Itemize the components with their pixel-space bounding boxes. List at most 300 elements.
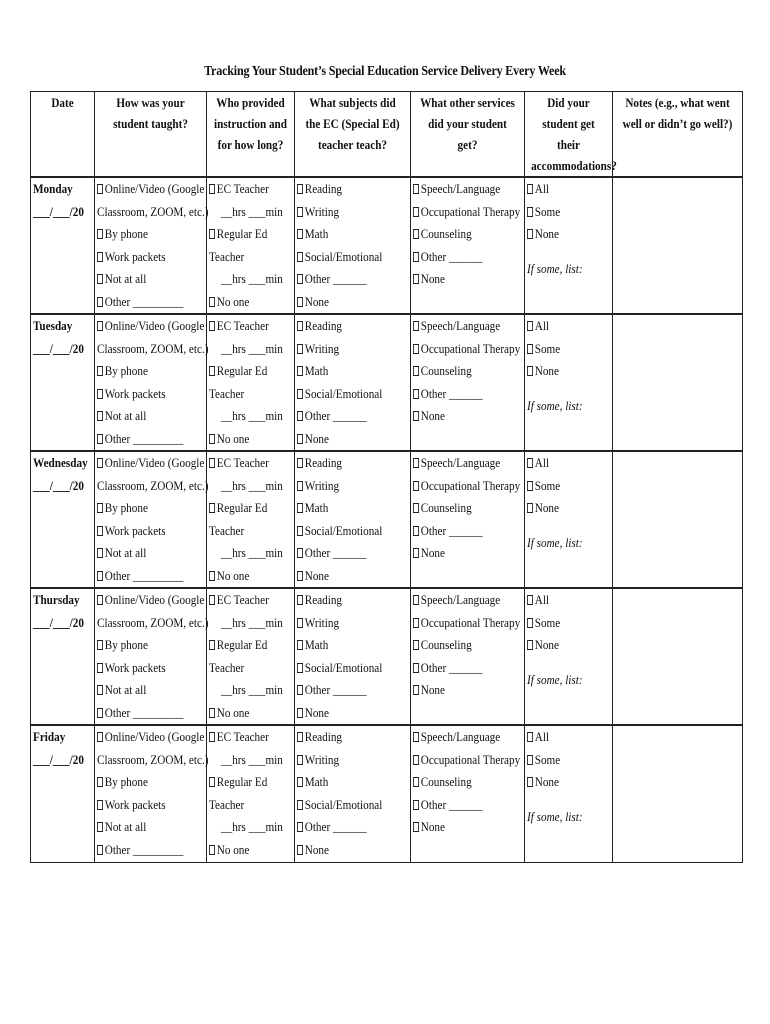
checkbox-icon[interactable] [413, 822, 419, 832]
checkbox-icon[interactable] [527, 503, 533, 513]
service-option[interactable] [413, 771, 508, 794]
provider-option[interactable] [209, 634, 282, 657]
subject-option-label: Other ______ [304, 271, 367, 286]
taught-option[interactable] [97, 589, 205, 612]
provider-option-label: Regular Ed [216, 500, 268, 515]
notes-cell[interactable] [613, 314, 743, 451]
checkbox-icon[interactable] [97, 595, 103, 605]
subject-option-label: Writing [304, 751, 340, 767]
service-option[interactable] [413, 542, 508, 565]
subject-option[interactable] [297, 223, 394, 246]
subject-option[interactable] [297, 794, 394, 817]
checkbox-icon[interactable] [97, 526, 103, 536]
provider-option-label: EC Teacher [216, 181, 269, 196]
date-cell [31, 588, 95, 725]
service-option[interactable] [413, 223, 508, 246]
accommodation-option[interactable] [527, 771, 600, 794]
checkbox-icon[interactable] [297, 184, 303, 194]
subject-option-label: Social/Emotional [304, 796, 383, 812]
service-option[interactable] [413, 679, 508, 702]
checkbox-icon[interactable] [527, 755, 533, 765]
checkbox-icon[interactable] [297, 640, 303, 650]
taught-option-label: Other _________ [104, 293, 184, 309]
checkbox-icon[interactable] [97, 321, 103, 331]
subject-option[interactable] [297, 520, 394, 543]
checkbox-icon[interactable] [209, 845, 215, 855]
service-option-label: Speech/Language [420, 592, 501, 607]
provider-option [209, 201, 282, 224]
date-cell [31, 314, 95, 451]
taught-option [97, 338, 209, 361]
taught-option[interactable] [97, 223, 191, 246]
service-option[interactable] [413, 816, 508, 839]
checkbox-icon[interactable] [297, 252, 303, 262]
subject-option[interactable] [297, 702, 394, 725]
provider-option [209, 657, 282, 680]
accommodation-option[interactable] [527, 178, 600, 201]
checkbox-icon[interactable] [297, 344, 303, 354]
taught-option[interactable] [97, 794, 191, 817]
checkbox-icon[interactable] [209, 595, 215, 605]
accommodations-cell [525, 588, 613, 725]
service-option-label: Occupational Therapy [420, 614, 521, 630]
provider-option-label: __hrs ___min [221, 477, 283, 493]
taught-option-label: Not at all [104, 271, 147, 286]
taught-cell [95, 314, 207, 451]
service-option[interactable] [413, 726, 508, 749]
service-option[interactable] [413, 475, 521, 498]
taught-option[interactable] [97, 816, 191, 839]
accommodation-option[interactable] [527, 589, 600, 612]
subject-option-label: Social/Emotional [304, 248, 383, 264]
provider-option-label: EC Teacher [216, 318, 269, 333]
accommodation-option[interactable] [527, 726, 600, 749]
subject-option[interactable] [297, 178, 394, 201]
service-option[interactable] [413, 749, 521, 772]
checkbox-icon[interactable] [413, 800, 419, 810]
date-blank[interactable]: ___/___/20 [33, 477, 84, 493]
subject-option-label: Other ______ [304, 682, 367, 697]
provider-cell [207, 177, 295, 314]
date-blank[interactable]: ___/___/20 [33, 614, 84, 630]
services-cell [411, 314, 525, 451]
accommodation-option[interactable] [527, 315, 600, 338]
checkbox-icon[interactable] [297, 434, 303, 444]
accommodation-option-label: Some [534, 614, 561, 630]
service-option[interactable] [413, 246, 508, 269]
accommodation-option[interactable] [527, 201, 600, 224]
checkbox-icon[interactable] [297, 548, 303, 558]
subject-option[interactable] [297, 726, 394, 749]
checkbox-icon[interactable] [527, 732, 533, 742]
checkbox-icon[interactable] [297, 845, 303, 855]
services-cell [411, 725, 525, 862]
checkbox-icon[interactable] [527, 618, 533, 628]
service-option-label: Counseling [420, 637, 472, 652]
checkbox-icon[interactable] [97, 434, 103, 444]
checkbox-icon[interactable] [97, 297, 103, 307]
checkbox-icon[interactable] [527, 458, 533, 468]
provider-option[interactable] [209, 839, 282, 862]
taught-option[interactable] [97, 657, 191, 680]
provider-option [209, 383, 282, 406]
checkbox-icon[interactable] [297, 389, 303, 399]
checkbox-icon[interactable] [527, 640, 533, 650]
subject-option[interactable] [297, 475, 394, 498]
checkbox-icon[interactable] [413, 618, 419, 628]
checkbox-icon[interactable] [209, 732, 215, 742]
provider-option[interactable] [209, 726, 282, 749]
taught-option[interactable] [97, 634, 191, 657]
subject-option[interactable] [297, 201, 394, 224]
accommodations-cell [525, 177, 613, 314]
provider-cell [207, 588, 295, 725]
accommodation-option[interactable] [527, 634, 600, 657]
taught-option[interactable] [97, 497, 191, 520]
checkbox-icon[interactable] [97, 708, 103, 718]
provider-option[interactable] [209, 360, 282, 383]
checkbox-icon[interactable] [527, 344, 533, 354]
checkbox-icon[interactable] [527, 321, 533, 331]
checkbox-icon[interactable] [97, 845, 103, 855]
checkbox-icon[interactable] [297, 822, 303, 832]
checkbox-icon[interactable] [297, 732, 303, 742]
service-option[interactable] [413, 452, 508, 475]
subject-option[interactable] [297, 612, 394, 635]
subject-option[interactable] [297, 405, 394, 428]
subject-option[interactable] [297, 497, 394, 520]
service-option[interactable] [413, 657, 508, 680]
subject-option[interactable] [297, 291, 394, 314]
provider-option-label: Teacher [209, 522, 245, 538]
checkbox-icon[interactable] [97, 640, 103, 650]
taught-option-label: Not at all [104, 819, 147, 834]
checkbox-icon[interactable] [209, 777, 215, 787]
provider-option-label: __hrs ___min [221, 340, 283, 356]
taught-option[interactable] [97, 383, 191, 406]
checkbox-icon[interactable] [527, 229, 533, 239]
service-option[interactable] [413, 794, 508, 817]
checkbox-icon[interactable] [413, 640, 419, 650]
checkbox-icon[interactable] [297, 685, 303, 695]
service-option-label: Speech/Language [420, 181, 501, 196]
taught-option-label: Classroom, ZOOM, etc.) [97, 751, 209, 767]
day-name: Friday [33, 729, 66, 744]
accommodation-option-label: None [534, 774, 559, 789]
checkbox-icon[interactable] [527, 207, 533, 217]
provider-option [209, 749, 282, 772]
service-option[interactable] [413, 338, 521, 361]
checkbox-icon[interactable] [413, 207, 419, 217]
checkbox-icon[interactable] [97, 777, 103, 787]
subject-option-label: Math [304, 774, 329, 789]
service-option-label: None [420, 271, 445, 286]
accommodation-option[interactable] [527, 452, 600, 475]
checkbox-icon[interactable] [297, 526, 303, 536]
checkbox-icon[interactable] [413, 184, 419, 194]
checkbox-icon[interactable] [209, 458, 215, 468]
subject-option[interactable] [297, 657, 394, 680]
taught-option[interactable] [97, 246, 191, 269]
header-services: What other services did your student get? [411, 92, 525, 178]
subject-option[interactable] [297, 428, 394, 451]
checkbox-icon[interactable] [97, 184, 103, 194]
provider-option[interactable] [209, 178, 282, 201]
notes-cell[interactable] [613, 725, 743, 862]
checkbox-icon[interactable] [413, 685, 419, 695]
provider-option[interactable] [209, 291, 282, 314]
subject-option[interactable] [297, 452, 394, 475]
taught-option[interactable] [97, 839, 191, 862]
checkbox-icon[interactable] [97, 503, 103, 513]
service-option[interactable] [413, 520, 508, 543]
header-taught: How was your student taught? [95, 92, 207, 178]
checkbox-icon[interactable] [297, 755, 303, 765]
checkbox-icon[interactable] [209, 503, 215, 513]
taught-option[interactable] [97, 702, 191, 725]
subject-option[interactable] [297, 679, 394, 702]
subject-option[interactable] [297, 565, 394, 588]
subject-option[interactable] [297, 542, 394, 565]
subject-option-label: Math [304, 226, 329, 241]
checkbox-icon[interactable] [97, 800, 103, 810]
checkbox-icon[interactable] [527, 184, 533, 194]
service-option[interactable] [413, 589, 508, 612]
checkbox-icon[interactable] [297, 503, 303, 513]
checkbox-icon[interactable] [97, 458, 103, 468]
checkbox-icon[interactable] [209, 366, 215, 376]
provider-option[interactable] [209, 565, 282, 588]
checkbox-icon[interactable] [413, 481, 419, 491]
checkbox-icon[interactable] [297, 571, 303, 581]
checkbox-icon[interactable] [413, 548, 419, 558]
checkbox-icon[interactable] [209, 184, 215, 194]
checkbox-icon[interactable] [209, 434, 215, 444]
taught-option[interactable] [97, 726, 205, 749]
service-option[interactable] [413, 201, 521, 224]
subject-option-label: Writing [304, 340, 340, 356]
service-option[interactable] [413, 178, 508, 201]
taught-option-label: Online/Video (Google [104, 455, 205, 470]
subject-option[interactable] [297, 816, 394, 839]
checkbox-icon[interactable] [413, 526, 419, 536]
services-cell [411, 177, 525, 314]
checkbox-icon[interactable] [297, 207, 303, 217]
service-option[interactable] [413, 360, 508, 383]
subject-option[interactable] [297, 360, 394, 383]
accommodation-option[interactable] [527, 612, 600, 635]
checkbox-icon[interactable] [413, 777, 419, 787]
provider-option[interactable] [209, 452, 282, 475]
checkbox-icon[interactable] [97, 252, 103, 262]
checkbox-icon[interactable] [527, 366, 533, 376]
provider-option[interactable] [209, 315, 282, 338]
date-cell [31, 451, 95, 588]
checkbox-icon[interactable] [297, 777, 303, 787]
subject-option[interactable] [297, 589, 394, 612]
provider-option-label: __hrs ___min [221, 408, 283, 423]
taught-option[interactable] [97, 520, 191, 543]
provider-option-label: __hrs ___min [221, 819, 283, 834]
service-option[interactable] [413, 383, 508, 406]
checkbox-icon[interactable] [413, 321, 419, 331]
notes-cell[interactable] [613, 451, 743, 588]
accommodation-option[interactable] [527, 338, 600, 361]
subject-option[interactable] [297, 771, 394, 794]
checkbox-icon[interactable] [413, 366, 419, 376]
checkbox-icon[interactable] [413, 344, 419, 354]
subject-option-label: None [304, 841, 329, 857]
checkbox-icon[interactable] [527, 777, 533, 787]
subject-option[interactable] [297, 383, 394, 406]
checkbox-icon[interactable] [297, 458, 303, 468]
accommodation-option-label: None [534, 637, 559, 652]
checkbox-icon[interactable] [297, 481, 303, 491]
checkbox-icon[interactable] [297, 229, 303, 239]
notes-cell[interactable] [613, 177, 743, 314]
checkbox-icon[interactable] [209, 297, 215, 307]
provider-option-label: Teacher [209, 248, 245, 264]
subject-option[interactable] [297, 268, 394, 291]
table-row [31, 314, 743, 451]
checkbox-icon[interactable] [209, 321, 215, 331]
taught-option[interactable] [97, 268, 191, 291]
checkbox-icon[interactable] [209, 229, 215, 239]
taught-option[interactable] [97, 428, 191, 451]
service-option[interactable] [413, 612, 521, 635]
checkbox-icon[interactable] [297, 366, 303, 376]
provider-option[interactable] [209, 771, 282, 794]
checkbox-icon[interactable] [97, 571, 103, 581]
checkbox-icon[interactable] [413, 595, 419, 605]
checkbox-icon[interactable] [527, 595, 533, 605]
service-option[interactable] [413, 315, 508, 338]
service-option-label: Occupational Therapy [420, 477, 521, 493]
provider-option-label: __hrs ___min [221, 682, 283, 697]
checkbox-icon[interactable] [97, 274, 103, 284]
accommodation-option-label: Some [534, 340, 561, 356]
subject-option[interactable] [297, 246, 394, 269]
checkbox-icon[interactable] [97, 411, 103, 421]
provider-option[interactable] [209, 589, 282, 612]
checkbox-icon[interactable] [209, 640, 215, 650]
subject-option[interactable] [297, 315, 394, 338]
date-blank[interactable]: ___/___/20 [33, 203, 84, 219]
checkbox-icon[interactable] [297, 411, 303, 421]
checkbox-icon[interactable] [297, 297, 303, 307]
taught-option[interactable] [97, 315, 205, 338]
checkbox-icon[interactable] [413, 252, 419, 262]
checkbox-icon[interactable] [297, 800, 303, 810]
checkbox-icon[interactable] [97, 366, 103, 376]
checkbox-icon[interactable] [297, 321, 303, 331]
subject-option-label: Other ______ [304, 819, 367, 834]
checkbox-icon[interactable] [413, 755, 419, 765]
accommodation-option[interactable] [527, 497, 600, 520]
accommodation-option[interactable] [527, 223, 600, 246]
date-blank[interactable]: ___/___/20 [33, 340, 84, 356]
checkbox-icon[interactable] [413, 274, 419, 284]
taught-option[interactable] [97, 291, 191, 314]
subject-option-label: None [304, 567, 329, 583]
checkbox-icon[interactable] [209, 571, 215, 581]
service-option[interactable] [413, 405, 508, 428]
provider-option[interactable] [209, 428, 282, 451]
subject-option[interactable] [297, 749, 394, 772]
service-option-label: None [420, 408, 445, 423]
subject-option-label: Social/Emotional [304, 522, 383, 538]
subject-option[interactable] [297, 634, 394, 657]
checkbox-icon[interactable] [97, 732, 103, 742]
checkbox-icon[interactable] [297, 663, 303, 673]
date-blank[interactable]: ___/___/20 [33, 751, 84, 767]
checkbox-icon[interactable] [297, 708, 303, 718]
checkbox-icon[interactable] [413, 229, 419, 239]
subject-option[interactable] [297, 839, 394, 862]
subject-option[interactable] [297, 338, 394, 361]
provider-option-label: Teacher [209, 659, 245, 675]
taught-option[interactable] [97, 360, 191, 383]
provider-option[interactable] [209, 702, 282, 725]
taught-option [97, 201, 209, 224]
checkbox-icon[interactable] [413, 389, 419, 399]
taught-option[interactable] [97, 452, 205, 475]
checkbox-icon[interactable] [97, 685, 103, 695]
checkbox-icon[interactable] [527, 481, 533, 491]
taught-option[interactable] [97, 542, 191, 565]
provider-option-label: No one [216, 430, 250, 446]
provider-option-label: Teacher [209, 796, 245, 812]
service-option[interactable] [413, 497, 508, 520]
accommodation-option[interactable] [527, 749, 600, 772]
checkbox-icon[interactable] [97, 389, 103, 399]
accommodation-option[interactable] [527, 360, 600, 383]
taught-cell [95, 177, 207, 314]
taught-option[interactable] [97, 679, 191, 702]
checkbox-icon[interactable] [209, 708, 215, 718]
subject-option-label: Other ______ [304, 545, 367, 560]
taught-option-label: Classroom, ZOOM, etc.) [97, 203, 209, 219]
checkbox-icon[interactable] [413, 732, 419, 742]
checkbox-icon[interactable] [297, 595, 303, 605]
service-option[interactable] [413, 268, 508, 291]
taught-option[interactable] [97, 565, 191, 588]
checkbox-icon[interactable] [97, 548, 103, 558]
checkbox-icon[interactable] [297, 274, 303, 284]
taught-option[interactable] [97, 405, 191, 428]
taught-option[interactable] [97, 771, 191, 794]
table-row [31, 725, 743, 862]
checkbox-icon[interactable] [413, 411, 419, 421]
checkbox-icon[interactable] [297, 618, 303, 628]
notes-cell[interactable] [613, 588, 743, 725]
checkbox-icon[interactable] [97, 229, 103, 239]
checkbox-icon[interactable] [413, 503, 419, 513]
checkbox-icon[interactable] [413, 663, 419, 673]
taught-option [97, 749, 209, 772]
service-option-label: None [420, 545, 445, 560]
service-option[interactable] [413, 634, 508, 657]
taught-cell [95, 725, 207, 862]
provider-option[interactable] [209, 223, 282, 246]
taught-option[interactable] [97, 178, 205, 201]
accommodation-option[interactable] [527, 475, 600, 498]
checkbox-icon[interactable] [97, 822, 103, 832]
checkbox-icon[interactable] [97, 663, 103, 673]
taught-option [97, 612, 209, 635]
checkbox-icon[interactable] [413, 458, 419, 468]
provider-option[interactable] [209, 497, 282, 520]
